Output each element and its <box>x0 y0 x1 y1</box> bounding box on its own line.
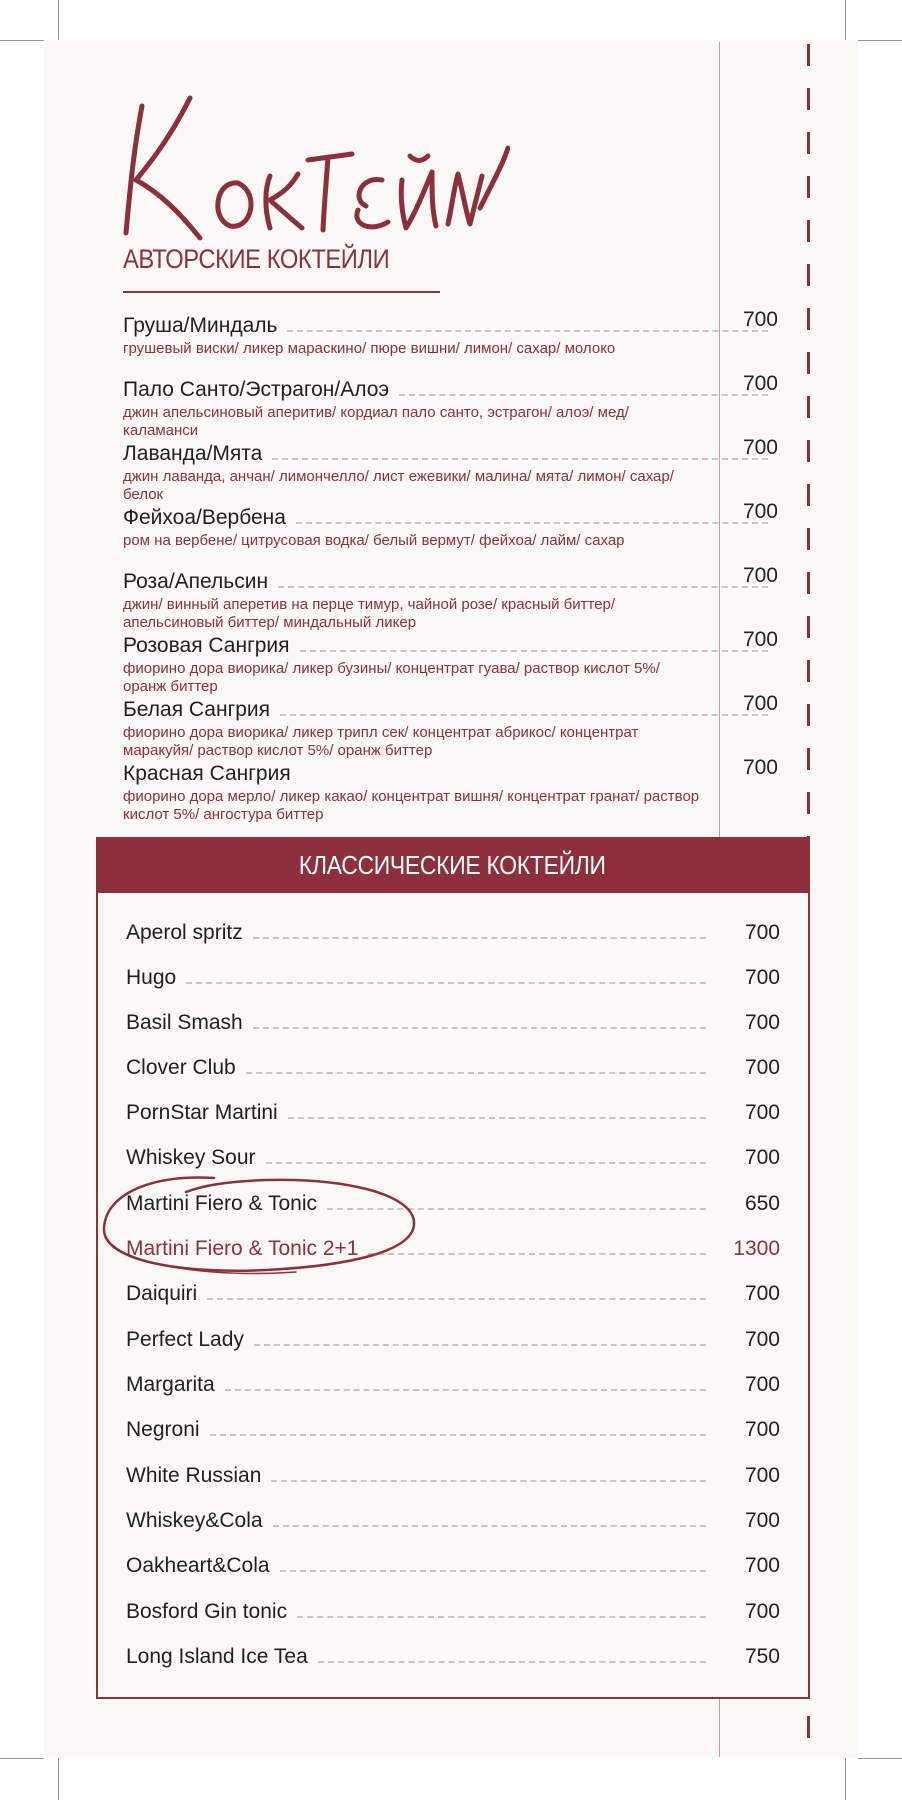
menu-item <box>126 1050 780 1080</box>
item-price: 700 <box>742 564 778 587</box>
item-name: Negroni <box>126 1418 200 1441</box>
item-description: джин апельсиновый аперитив/ кордиал пало санто, эстрагон/ алоэ/ мед/ каламанси <box>123 404 629 439</box>
item-price: 700 <box>744 1373 780 1396</box>
item-name: Hugo <box>126 966 177 989</box>
leader-dots <box>318 1661 706 1663</box>
item-price: 700 <box>744 1146 780 1169</box>
item-price: 700 <box>744 1328 780 1351</box>
leader-dots <box>254 1344 706 1346</box>
leader-dots <box>278 586 768 588</box>
crop-mark <box>845 1756 846 1800</box>
item-price: 700 <box>744 966 780 989</box>
cocktails-logo <box>120 88 510 248</box>
menu-item <box>126 1276 780 1306</box>
hand-drawn-circle <box>96 1170 426 1280</box>
crop-mark <box>858 40 902 41</box>
item-price: 700 <box>744 1600 780 1623</box>
menu-item <box>126 1458 780 1488</box>
item-description: джин лаванда, анчан/ лимончелло/ лист ежевики/ малина/ мята/ лимон/ сахар/ белок <box>123 468 674 503</box>
leader-dots <box>399 394 768 396</box>
item-name: White Russian <box>126 1464 262 1487</box>
menu-item <box>126 915 780 945</box>
item-name: Basil Smash <box>126 1011 243 1034</box>
item-price: 700 <box>742 500 778 523</box>
menu-item <box>126 960 780 990</box>
item-name: Whiskey Sour <box>126 1146 256 1169</box>
menu-item <box>126 1140 780 1170</box>
menu-item <box>126 1322 780 1352</box>
item-description: фиорино дора мерло/ ликер какао/ концентрат вишня/ концентрат гранат/ раствор кислот 5%/ ангостура биттер <box>123 788 700 823</box>
leader-dots <box>210 1434 706 1436</box>
item-name: Груша/Миндаль <box>123 314 278 337</box>
menu-item <box>123 372 778 440</box>
menu-item <box>123 436 778 504</box>
item-price: 700 <box>744 1418 780 1441</box>
leader-dots <box>271 1480 706 1482</box>
leader-dots <box>253 1027 706 1029</box>
item-name: Long Island Ice Tea <box>126 1645 308 1668</box>
item-price: 700 <box>744 1101 780 1124</box>
item-name: Perfect Lady <box>126 1328 244 1351</box>
item-name: PornStar Martini <box>126 1101 278 1124</box>
item-price: 700 <box>744 1282 780 1305</box>
item-price: 700 <box>742 372 778 395</box>
menu-item <box>126 1639 780 1669</box>
item-name: Розовая Сангрия <box>123 634 290 657</box>
classic-title: КЛАССИЧЕСКИЕ КОКТЕЙЛИ <box>298 849 606 880</box>
item-name: Margarita <box>126 1373 215 1396</box>
item-price: 1300 <box>733 1237 780 1260</box>
crop-mark <box>845 0 846 44</box>
menu-item <box>123 308 778 358</box>
menu-item <box>123 756 778 824</box>
crop-mark <box>858 1758 902 1759</box>
item-price: 700 <box>742 756 778 779</box>
leader-dots <box>273 1525 706 1527</box>
leader-dots <box>253 937 706 939</box>
leader-dots <box>297 1616 706 1618</box>
classic-header <box>96 837 808 893</box>
menu-item <box>126 1503 780 1533</box>
menu-item <box>123 500 778 550</box>
menu-item <box>123 628 778 696</box>
item-price: 700 <box>742 692 778 715</box>
leader-dots <box>280 1570 706 1572</box>
item-name: Oakheart&Cola <box>126 1554 270 1577</box>
item-price: 700 <box>744 1464 780 1487</box>
menu-item <box>126 1005 780 1035</box>
leader-dots <box>207 1298 706 1300</box>
item-price: 700 <box>744 1011 780 1034</box>
item-description: фиорино дора виорика/ ликер трипл сек/ концентрат абрикос/ концентрат маракуйя/ раствор кислот 5%/ оранж биттер <box>123 724 639 759</box>
crop-mark <box>0 1758 44 1759</box>
item-name: Martini Fiero & Tonic <box>126 1192 318 1215</box>
item-price: 700 <box>744 921 780 944</box>
item-name: Лаванда/Мята <box>123 442 263 465</box>
item-name: Роза/Апельсин <box>123 570 269 593</box>
item-price: 750 <box>744 1645 780 1668</box>
menu-item <box>126 1367 780 1397</box>
leader-dots <box>296 522 768 524</box>
item-name: Фейхоа/Вербена <box>123 506 286 529</box>
item-name: Пало Санто/Эстрагон/Алоэ <box>123 378 390 401</box>
item-name: Белая Сангрия <box>123 698 271 721</box>
item-description: ром на вербене/ цитрусовая водка/ белый вермут/ фейхоа/ лайм/ сахар <box>123 532 625 549</box>
item-name: Whiskey&Cola <box>126 1509 263 1532</box>
item-price: 700 <box>742 628 778 651</box>
item-name: Martini Fiero & Tonic 2+1 <box>126 1237 359 1260</box>
item-name: Daiquiri <box>126 1282 198 1305</box>
item-price: 700 <box>744 1056 780 1079</box>
item-price: 650 <box>744 1192 780 1215</box>
menu-item <box>126 1412 780 1442</box>
item-description: джин/ винный аперетив на перце тимур, чайной розе/ красный биттер/ апельсиновый биттер/ миндальный ликер <box>123 596 616 631</box>
menu-item <box>126 1548 780 1578</box>
leader-dots <box>272 458 768 460</box>
menu-item <box>123 692 778 760</box>
item-price: 700 <box>742 308 778 331</box>
crop-mark <box>0 40 44 41</box>
item-name: Aperol spritz <box>126 921 243 944</box>
item-description: грушевый виски/ ликер мараскино/ пюре вишни/ лимон/ сахар/ молоко <box>123 340 616 357</box>
leader-dots <box>266 1162 706 1164</box>
leader-dots <box>280 714 768 716</box>
menu-item <box>123 564 778 632</box>
leader-dots <box>288 1117 706 1119</box>
leader-dots <box>246 1072 706 1074</box>
item-name: Clover Club <box>126 1056 236 1079</box>
leader-dots <box>225 1389 706 1391</box>
item-price: 700 <box>744 1509 780 1532</box>
menu-item <box>126 1594 780 1624</box>
item-price: 700 <box>742 436 778 459</box>
item-name: Красная Сангрия <box>123 762 291 785</box>
leader-dots <box>287 330 768 332</box>
crop-mark <box>58 0 59 44</box>
item-name: Bosford Gin tonic <box>126 1600 288 1623</box>
item-price: 700 <box>744 1554 780 1577</box>
title-underline <box>123 291 440 293</box>
item-description: фиорино дора виорика/ ликер бузины/ концентрат гуава/ раствор кислот 5%/ оранж биттер <box>123 660 660 695</box>
leader-dots <box>300 650 768 652</box>
section-title: АВТОРСКИЕ КОКТЕЙЛИ <box>123 244 390 274</box>
leader-dots <box>186 982 706 984</box>
crop-mark <box>58 1756 59 1800</box>
menu-item <box>126 1095 780 1125</box>
